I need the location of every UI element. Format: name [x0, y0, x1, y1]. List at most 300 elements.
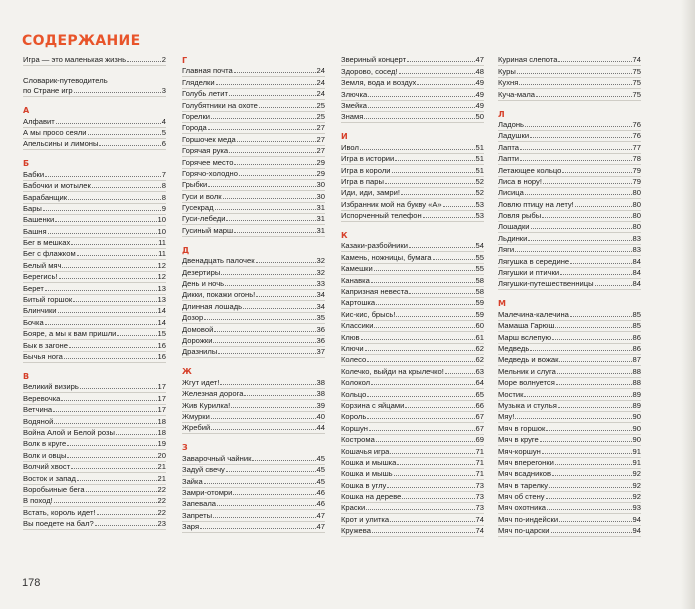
entry-title: Воробьиные бега: [23, 484, 85, 494]
entry-page: 67: [475, 412, 484, 422]
entry-page: 80: [632, 199, 641, 209]
entry-title: Колесо: [341, 355, 367, 365]
toc-section: [182, 55, 325, 237]
entry-page: 37: [316, 347, 325, 357]
dot-leader: [570, 261, 631, 264]
toc-entry: [182, 336, 325, 347]
entry-page: 16: [157, 340, 166, 350]
dot-leader: [555, 462, 632, 465]
entry-title: Море волнуется: [498, 378, 555, 388]
entry-title: Гуси-лебеди: [182, 214, 226, 224]
dot-leader: [595, 283, 632, 286]
entry-title: Лапта: [498, 142, 519, 152]
dot-leader: [560, 272, 631, 275]
entry-title: Лягушки и птички: [498, 268, 560, 278]
entry-title: Дезертиры: [182, 267, 221, 277]
entry-title: Канавка: [341, 275, 370, 285]
entry-page: 2: [161, 55, 166, 65]
entry-title: Избранник мой на букву «А»: [341, 199, 442, 209]
entry-page: 55: [475, 264, 484, 274]
entry-title: Мяч-коршун: [498, 446, 541, 456]
entry-title: Краски: [341, 503, 366, 513]
entry-title: Белый мяч: [23, 260, 62, 270]
entry-title: Битый горшок: [23, 295, 73, 305]
entry-page: 83: [632, 233, 641, 243]
toc-entry: [341, 446, 484, 457]
entry-title: Мостик: [498, 389, 524, 399]
entry-page: 78: [632, 154, 641, 164]
entry-title: Король: [341, 412, 367, 422]
toc-entry: [341, 492, 484, 503]
entry-page: 14: [157, 317, 166, 327]
entry-title: Кольцо: [341, 389, 367, 399]
toc-entry: [341, 366, 484, 377]
entry-page: 90: [632, 423, 641, 433]
dot-leader: [371, 280, 475, 283]
dot-leader: [536, 94, 632, 97]
section-letter: А: [23, 106, 30, 116]
dot-leader: [409, 291, 474, 294]
toc-entry: [23, 283, 166, 294]
toc-entry: [341, 389, 484, 400]
entry-title: Кружева: [341, 526, 371, 536]
entry-page: 62: [475, 343, 484, 353]
toc-entry: [498, 526, 641, 537]
entry-page: 12: [157, 272, 166, 282]
entry-page: 25: [316, 100, 325, 110]
entry-title: Лапти: [498, 154, 520, 164]
dot-leader: [92, 185, 161, 188]
entry-title: Города: [182, 123, 207, 133]
entry-page: 32: [316, 256, 325, 266]
dot-leader: [204, 317, 315, 320]
toc-entry: [23, 439, 166, 450]
entry-title: Иди, иди, замри!: [341, 188, 400, 198]
entry-title: Медведь: [498, 343, 530, 353]
entry-page: 39: [316, 400, 325, 410]
entry-page: 17: [157, 405, 166, 415]
entry-title: Запреты: [182, 510, 213, 520]
toc-section: [498, 55, 641, 101]
toc-entry: [182, 476, 325, 487]
entry-page: 20: [157, 450, 166, 460]
dot-leader: [67, 443, 156, 446]
toc-entry: [182, 488, 325, 499]
dot-leader: [68, 197, 161, 200]
toc-section: [182, 442, 325, 533]
entry-page: 51: [475, 154, 484, 164]
dot-leader: [74, 90, 161, 93]
entry-title: Дикки, покажи огонь!: [182, 290, 256, 300]
entry-title: Куры: [498, 66, 516, 76]
entry-title: Восток и запад: [23, 473, 76, 483]
toc-entry: [23, 329, 166, 340]
entry-title: Лошадки: [498, 222, 530, 232]
dot-leader: [54, 421, 156, 424]
toc-entry: [23, 128, 166, 139]
toc-column-2: [182, 55, 325, 533]
dot-leader: [376, 439, 475, 442]
dot-leader: [226, 469, 316, 472]
toc-entry: [341, 66, 484, 77]
entry-title: Игра в истории: [341, 154, 395, 164]
dot-leader: [73, 299, 156, 302]
entry-title: Запевала: [182, 499, 216, 509]
toc-section: [23, 105, 166, 150]
entry-page: 17: [157, 393, 166, 403]
toc-entry: [498, 279, 641, 290]
entry-page: 73: [475, 480, 484, 490]
entry-title: Жгут идет!: [182, 377, 220, 387]
entry-page: 51: [475, 142, 484, 152]
entry-title: Волк и овцы: [23, 450, 67, 460]
entry-page: 11: [158, 249, 166, 259]
entry-title: Куча-мала: [498, 89, 536, 99]
toc-entry: [23, 272, 166, 283]
toc-column-4: [498, 55, 641, 537]
toc-section: [23, 371, 166, 530]
dot-leader: [86, 489, 157, 492]
entry-page: 51: [475, 165, 484, 175]
entry-title: Медведь и вожак: [498, 355, 559, 365]
entry-title: Кошка на дереве: [341, 492, 402, 502]
toc-entry: [341, 458, 484, 469]
toc-entry: [498, 446, 641, 457]
toc-entry: [498, 480, 641, 491]
dot-leader: [394, 473, 475, 476]
entry-title: Гляделки: [182, 77, 215, 87]
dot-leader: [229, 150, 315, 153]
dot-leader: [64, 356, 157, 359]
entry-title: Коршун: [341, 423, 368, 433]
entry-title: Мяч охотника: [498, 503, 547, 513]
entry-page: 59: [475, 309, 484, 319]
entry-title: Ляги: [498, 245, 515, 255]
entry-page: 10: [157, 226, 166, 236]
entry-page: 90: [632, 412, 641, 422]
toc-entry: [182, 157, 325, 168]
dot-leader: [361, 337, 475, 340]
toc-entry: [182, 522, 325, 533]
dot-leader: [229, 93, 316, 96]
dot-leader: [417, 82, 474, 85]
entry-page: 55: [475, 252, 484, 262]
entry-page: 61: [475, 332, 484, 342]
dot-leader: [243, 306, 315, 309]
entry-page: 31: [316, 225, 325, 235]
dot-leader: [562, 170, 631, 173]
toc-section: [182, 245, 325, 359]
toc-entry: [498, 131, 641, 142]
dot-leader: [558, 59, 631, 62]
dot-leader: [396, 314, 474, 317]
entry-page: 34: [316, 301, 325, 311]
toc-entry: [23, 169, 166, 180]
dot-leader: [69, 345, 157, 348]
toc-entry: [23, 317, 166, 328]
entry-title: Жмурки: [182, 411, 210, 421]
dot-leader: [374, 268, 475, 271]
dot-leader: [211, 427, 315, 430]
entry-page: 76: [632, 131, 641, 141]
toc-entry: [498, 55, 641, 66]
entry-title: Бары: [23, 203, 42, 213]
dot-leader: [45, 322, 157, 325]
entry-page: 18: [157, 427, 166, 437]
toc-entry: [341, 321, 484, 332]
toc-entry: [182, 279, 325, 290]
dot-leader: [77, 253, 157, 256]
dot-leader: [556, 382, 632, 385]
toc-entry: [23, 519, 166, 530]
entry-title: Летающее кольцо: [498, 165, 562, 175]
dot-leader: [371, 382, 474, 385]
entry-page: 4: [161, 116, 166, 126]
entry-page: 74: [475, 514, 484, 524]
dot-leader: [58, 310, 157, 313]
entry-page: 69: [475, 435, 484, 445]
toc-entry: [498, 355, 641, 366]
dot-leader: [55, 219, 156, 222]
entry-page: 52: [475, 188, 484, 198]
dot-leader: [244, 393, 315, 396]
dot-leader: [226, 218, 315, 221]
dot-leader: [390, 451, 474, 454]
toc-entry: [182, 313, 325, 324]
toc-entry: [341, 435, 484, 446]
dot-leader: [211, 116, 316, 119]
entry-page: 48: [475, 66, 484, 76]
entry-title: Железная дорога: [182, 389, 244, 399]
dot-leader: [216, 82, 316, 85]
dot-leader: [525, 124, 632, 127]
dot-leader: [519, 82, 631, 85]
entry-title: Кошачья игра: [341, 446, 390, 456]
toc-entry: [23, 181, 166, 192]
toc-entry: [23, 306, 166, 317]
dot-leader: [221, 272, 315, 275]
dot-leader: [95, 523, 157, 526]
entry-page: 88: [632, 366, 641, 376]
dot-leader: [368, 94, 474, 97]
toc-entry: [182, 89, 325, 100]
entry-page: 89: [632, 400, 641, 410]
entry-title: Жив Курилка!: [182, 400, 231, 410]
dot-leader: [542, 451, 632, 454]
entry-page: 50: [475, 112, 484, 122]
entry-title: Кошка и мышь: [341, 469, 393, 479]
entry-page: 47: [316, 522, 325, 532]
dot-leader: [528, 238, 631, 241]
toc-entry: [498, 469, 641, 480]
entry-title: Камешки: [341, 264, 373, 274]
toc-entry: [341, 55, 484, 66]
dot-leader: [552, 473, 632, 476]
toc-section: [498, 109, 641, 291]
dot-leader: [570, 314, 632, 317]
entry-title: Горячая рука: [182, 146, 229, 156]
toc-entry: [182, 180, 325, 191]
entry-page: 23: [157, 519, 166, 529]
section-letter: Б: [23, 159, 30, 169]
entry-page: 31: [316, 203, 325, 213]
entry-title: Мяч об стену: [498, 492, 545, 502]
toc-section: [341, 230, 484, 537]
toc-entry: [498, 435, 641, 446]
section-letter: К: [341, 231, 348, 241]
toc-entry: [23, 428, 166, 439]
entry-page: 3: [161, 86, 166, 96]
toc-entry: [498, 268, 641, 279]
entry-title: Домовой: [182, 324, 214, 334]
dot-leader: [372, 530, 475, 533]
entry-title: по Стране игр: [23, 86, 73, 96]
entry-page: 73: [475, 492, 484, 502]
entry-page: 53: [475, 211, 484, 221]
toc-entry: [23, 86, 166, 97]
dot-leader: [217, 503, 316, 506]
entry-title: Длинная лошадь: [182, 301, 243, 311]
entry-title: Блинчики: [23, 306, 57, 316]
entry-title: Дразнилы: [182, 347, 218, 357]
section-letter: И: [341, 132, 348, 142]
toc-entry: [182, 301, 325, 312]
toc-section: [498, 298, 641, 537]
entry-page: 27: [316, 134, 325, 144]
toc-entry: [182, 324, 325, 335]
entry-page: 53: [475, 199, 484, 209]
dot-leader: [575, 204, 632, 207]
entry-title: Великий визирь: [23, 382, 79, 392]
entry-title: Картошка: [341, 298, 376, 308]
entry-page: 17: [157, 382, 166, 392]
dot-leader: [215, 207, 316, 210]
entry-page: 21: [157, 473, 166, 483]
dot-leader: [547, 507, 632, 510]
dot-leader: [443, 204, 475, 207]
dot-leader: [517, 71, 632, 74]
dot-leader: [117, 333, 156, 336]
entry-page: 11: [158, 238, 166, 248]
toc-column-3: [341, 55, 484, 537]
entry-page: 27: [316, 123, 325, 133]
dot-leader: [99, 143, 160, 146]
dot-leader: [259, 105, 316, 108]
dot-leader: [385, 181, 475, 184]
entry-title: Грыбки: [182, 180, 208, 190]
toc-entry: [182, 77, 325, 88]
toc-entry: [498, 458, 641, 469]
entry-title: Мяч по-царски: [498, 526, 550, 536]
toc-entry: [182, 510, 325, 521]
dot-leader: [531, 226, 632, 229]
entry-title: Ладонь: [498, 119, 525, 129]
toc-entry: [182, 191, 325, 202]
entry-page: 25: [316, 111, 325, 121]
entry-page: 77: [632, 142, 641, 152]
toc-entry: [182, 100, 325, 111]
entry-page: 84: [632, 268, 641, 278]
toc-entry: [341, 526, 484, 537]
entry-title: Бабки: [23, 169, 45, 179]
dot-leader: [364, 116, 474, 119]
toc-entry: [23, 462, 166, 473]
entry-page: 75: [632, 66, 641, 76]
dot-leader: [214, 329, 315, 332]
entry-title: Малечина-калечина: [498, 309, 569, 319]
toc-entry: [341, 165, 484, 176]
toc-entry: [23, 116, 166, 127]
toc-entry: [182, 267, 325, 278]
entry-page: 67: [475, 423, 484, 433]
entry-title: Капризная невеста: [341, 287, 409, 297]
dot-leader: [43, 208, 161, 211]
entry-page: 85: [632, 321, 641, 331]
entry-title: Задуй свечу: [182, 465, 225, 475]
dot-leader: [530, 135, 631, 138]
toc-entry: [182, 389, 325, 400]
dot-leader: [256, 260, 316, 263]
section-letter: Г: [182, 56, 188, 65]
entry-title: Бояре, а мы к вам пришли: [23, 329, 117, 339]
entry-title: Марш вслепую: [498, 332, 552, 342]
section-letter: М: [498, 299, 506, 309]
entry-title: Берегись!: [23, 272, 58, 282]
dot-leader: [395, 158, 474, 161]
entry-title: Гуси и волк: [182, 191, 222, 201]
entry-page: 91: [632, 446, 641, 456]
dot-leader: [546, 428, 631, 431]
entry-title: Словарик-путеводитель: [23, 75, 108, 85]
entry-title: Бычья нога: [23, 351, 63, 361]
toc-entry: [23, 204, 166, 215]
entry-page: 16: [157, 351, 166, 361]
entry-title: Жребий: [182, 423, 211, 433]
toc-entry: [23, 55, 166, 66]
dot-leader: [542, 215, 631, 218]
entry-title: Бабочки и мотылек: [23, 181, 91, 191]
dot-leader: [515, 416, 631, 419]
entry-title: Башня: [23, 226, 47, 236]
entry-page: 63: [475, 366, 484, 376]
entry-title: Звериный концерт: [341, 55, 407, 65]
toc-entry: [23, 416, 166, 427]
toc-entry: [23, 352, 166, 363]
dot-leader: [208, 127, 316, 130]
entry-page: 75: [632, 78, 641, 88]
toc-entry: [498, 154, 641, 165]
section-letter: З: [182, 443, 188, 453]
entry-title: Крот и улитка: [341, 514, 390, 524]
entry-page: 38: [316, 389, 325, 399]
entry-page: 64: [475, 378, 484, 388]
toc-entry: [341, 378, 484, 389]
toc-entry: [341, 332, 484, 343]
toc-entry: [182, 423, 325, 434]
entry-page: 80: [632, 188, 641, 198]
entry-title: Голубь летит: [182, 89, 228, 99]
entry-page: 74: [632, 55, 641, 65]
toc-entry: [498, 332, 641, 343]
toc-entry: [341, 503, 484, 514]
entry-page: 58: [475, 287, 484, 297]
page-title: СОДЕРЖАНИЕ: [22, 33, 141, 49]
dot-leader: [211, 416, 316, 419]
entry-page: 24: [316, 77, 325, 87]
entry-page: 24: [316, 89, 325, 99]
entry-page: 87: [632, 355, 641, 365]
entry-title: Ключи: [341, 343, 364, 353]
